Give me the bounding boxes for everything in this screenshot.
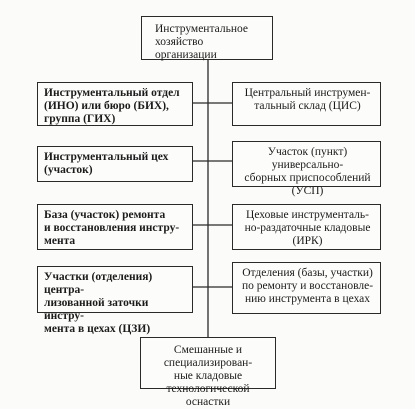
right-box-4 [232,262,381,314]
bottom-box-text: Смешанные и специализирован- ные кладовые технологической оснастки [163,344,253,408]
left-box-3 [37,204,193,250]
right-box-1 [232,82,381,126]
left-box-4-text: Участки (отделения) центра- лизованной заточки инстру- мента в цехах (ЦЗИ) [44,271,153,335]
right-box-2 [232,141,381,197]
bottom-box-storerooms [140,337,276,408]
top-box-text: Инструментальное хозяйство организации [155,23,248,61]
right-box-4-text: Отделения (базы, участки) по ремонту и восстановле- нию инструмента в цехах [241,267,374,305]
left-box-1-text: Инструментальный отдел (ИНО) или бюро (БИХ), группа (ГИХ) [44,87,180,125]
left-box-4 [37,266,193,335]
left-box-2-text: Инструментальный цех (участок) [44,151,169,176]
right-box-3 [232,204,381,250]
left-box-3-text: База (участок) ремонта и восстановления инстру- мента [44,209,180,247]
right-box-3-text: Цеховые инструменталь- но-раздаточные кладовые (ИРК) [244,209,371,247]
left-box-1 [37,82,193,126]
right-box-1-text: Центральный инструмен- тальный склад (ЦИС) [244,87,371,112]
top-box-instrument-economy [141,16,273,60]
right-box-2-text: Участок (пункт) универсально- сборных приспособлений (УСП) [244,146,371,197]
left-box-2 [37,146,193,182]
